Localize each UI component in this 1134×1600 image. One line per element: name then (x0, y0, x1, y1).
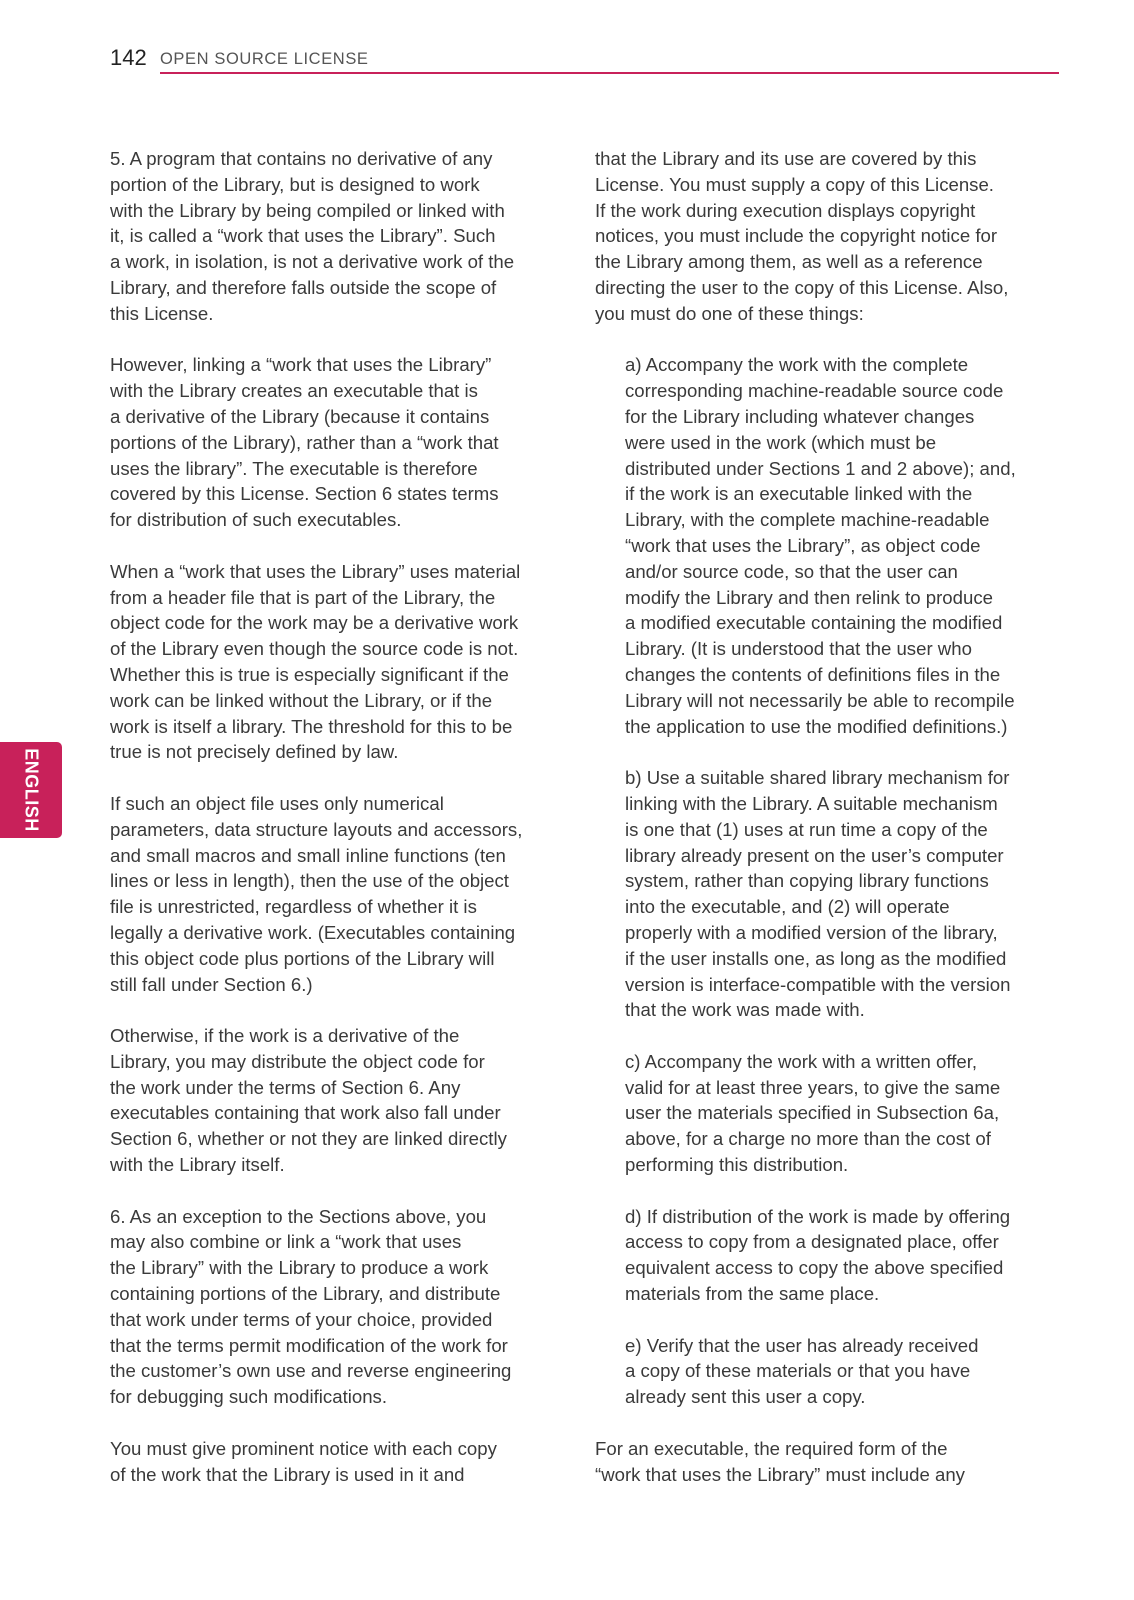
page-number: 142 (110, 45, 147, 70)
text-line: 5. A program that contains no derivative of any (110, 148, 493, 169)
text-line: When a “work that uses the Library” uses material (110, 560, 521, 582)
text-line: a work, in isolation, is not a derivative work of the (110, 251, 515, 273)
text-line: system, rather than copying library functions (625, 870, 989, 892)
language-tab (0, 742, 62, 838)
text-line: of the Library even though the source code is not. (110, 638, 519, 660)
paragraph (625, 765, 1065, 1023)
text-line: License. You must supply a copy of this License. (595, 173, 994, 195)
paragraph (595, 1436, 1065, 1488)
text-line: for distribution of such executables. (110, 509, 402, 531)
text-line: You must give prominent notice with each copy (110, 1437, 497, 1459)
text-line: the application to use the modified definitions.) (625, 715, 1008, 737)
text-line: with the Library by being compiled or linked with (110, 199, 505, 221)
paragraph (625, 1204, 1065, 1307)
text-line: Section 6, whether or not they are linked directly (110, 1128, 507, 1150)
text-line: Library, and therefore falls outside the scope of (110, 276, 497, 298)
text-line: equivalent access to copy the above specified (625, 1257, 1004, 1279)
text-line: covered by this License. Section 6 states terms (110, 483, 499, 505)
paragraph (110, 1023, 570, 1178)
text-line: it, is called a “work that uses the Library”. Such (110, 225, 496, 247)
text-line: directing the user to the copy of this License. Also, (595, 276, 1009, 298)
text-line: from a header file that is part of the Library, the (110, 586, 496, 608)
text-line: For an executable, the required form of the (595, 1437, 948, 1459)
paragraph (625, 352, 1065, 739)
text-line: were used in the work (which must be (625, 431, 937, 453)
text-line: materials from the same place. (625, 1283, 880, 1305)
text-line: that the Library and its use are covered by this (595, 148, 977, 169)
text-line: “work that uses the Library” must include any (595, 1463, 965, 1485)
text-line: If such an object file uses only numerical (110, 792, 444, 814)
text-line: of the work that the Library is used in it and (110, 1463, 465, 1485)
text-line: Library. (It is understood that the user who (625, 638, 972, 660)
left-column (110, 146, 570, 1513)
text-line: legally a derivative work. (Executables containing (110, 921, 516, 943)
text-line: b) Use a suitable shared library mechanism for (625, 767, 1010, 789)
text-line: performing this distribution. (625, 1154, 849, 1176)
text-line: work can be linked without the Library, or if the (110, 689, 493, 711)
text-line: containing portions of the Library, and distribute (110, 1283, 501, 1305)
text-line: access to copy from a designated place, offer (625, 1231, 999, 1253)
text-line: “work that uses the Library”, as object code (625, 534, 981, 556)
text-line: that the terms permit modification of the work for (110, 1334, 508, 1356)
text-line: linking with the Library. A suitable mechanism (625, 792, 998, 814)
text-line: for the Library including whatever changes (625, 405, 975, 427)
text-line: d) If distribution of the work is made by offering (625, 1205, 1011, 1227)
header-divider (160, 72, 1059, 74)
paragraph (110, 559, 570, 765)
text-line: work is itself a library. The threshold for this to be (110, 715, 513, 737)
text-line: the customer’s own use and reverse engineering (110, 1360, 512, 1382)
text-line: still fall under Section 6.) (110, 973, 313, 995)
text-line: changes the contents of definitions files in the (625, 663, 1001, 685)
language-tab-label: ENGLISH (21, 748, 42, 832)
text-line: this License. (110, 302, 214, 324)
text-line: object code for the work may be a derivative work (110, 612, 519, 634)
text-line: corresponding machine-readable source code (625, 380, 1004, 402)
paragraph (595, 146, 1065, 327)
text-line: may also combine or link a “work that uses (110, 1231, 462, 1253)
paragraph (110, 791, 570, 997)
text-line: 6. As an exception to the Sections above, you (110, 1205, 487, 1227)
section-title: OPEN SOURCE LICENSE (160, 50, 369, 68)
text-line: e) Verify that the user has already received (625, 1334, 979, 1356)
text-line: for debugging such modifications. (110, 1386, 388, 1408)
text-line: user the materials specified in Subsection 6a, (625, 1102, 1000, 1124)
text-line: the Library” with the Library to produce a work (110, 1257, 489, 1279)
text-line: with the Library itself. (110, 1154, 285, 1176)
text-line: the Library among them, as well as a reference (595, 251, 983, 273)
text-line: if the work is an executable linked with the (625, 483, 973, 505)
text-line: If the work during execution displays copyright (595, 199, 976, 221)
text-line: Library, with the complete machine-readable (625, 509, 990, 531)
text-line: lines or less in length), then the use of the object (110, 870, 509, 892)
text-line: Otherwise, if the work is a derivative of the (110, 1025, 460, 1047)
paragraph (110, 1204, 570, 1410)
text-line: c) Accompany the work with a written offer, (625, 1050, 978, 1072)
text-line: portion of the Library, but is designed to work (110, 173, 480, 195)
paragraph (110, 146, 570, 327)
text-line: version is interface-compatible with the version (625, 973, 1011, 995)
text-line: that work under terms of your choice, provided (110, 1308, 493, 1330)
text-line: you must do one of these things: (595, 302, 864, 324)
text-line: modify the Library and then relink to produce (625, 586, 993, 608)
text-line: However, linking a “work that uses the Library” (110, 354, 492, 376)
text-line: a derivative of the Library (because it contains (110, 405, 490, 427)
right-column (595, 146, 1065, 1513)
text-line: this object code plus portions of the Library will (110, 947, 495, 969)
text-line: notices, you must include the copyright notice for (595, 225, 998, 247)
paragraph (625, 1333, 1065, 1410)
text-line: properly with a modified version of the library, (625, 921, 998, 943)
text-line: Whether this is true is especially significant if the (110, 663, 509, 685)
text-line: already sent this user a copy. (625, 1386, 866, 1408)
text-line: true is not precisely defined by law. (110, 741, 399, 763)
text-line: uses the library”. The executable is therefore (110, 457, 478, 479)
paragraph (110, 352, 570, 533)
text-line: distributed under Sections 1 and 2 above); and, (625, 457, 1016, 479)
text-line: library already present on the user’s computer (625, 844, 1004, 866)
text-line: portions of the Library), rather than a “work that (110, 431, 499, 453)
text-line: valid for at least three years, to give the same (625, 1076, 1001, 1098)
text-line: that the work was made with. (625, 999, 865, 1021)
paragraph (625, 1049, 1065, 1178)
text-line: is one that (1) uses at run time a copy of the (625, 818, 988, 840)
text-line: above, for a charge no more than the cost of (625, 1128, 991, 1150)
text-line: executables containing that work also fall under (110, 1102, 501, 1124)
text-line: and/or source code, so that the user can (625, 560, 958, 582)
text-line: parameters, data structure layouts and accessors, (110, 818, 523, 840)
text-line: a copy of these materials or that you have (625, 1360, 971, 1382)
text-line: with the Library creates an executable that is (110, 380, 478, 402)
text-line: a modified executable containing the modified (625, 612, 1003, 634)
text-line: into the executable, and (2) will operate (625, 896, 950, 918)
paragraph (110, 1436, 570, 1488)
text-line: the work under the terms of Section 6. Any (110, 1076, 461, 1098)
text-line: Library will not necessarily be able to recompile (625, 689, 1015, 711)
text-line: if the user installs one, as long as the modified (625, 947, 1007, 969)
text-line: and small macros and small inline functions (ten (110, 844, 506, 866)
text-line: file is unrestricted, regardless of whether it is (110, 896, 477, 918)
text-line: Library, you may distribute the object code for (110, 1050, 485, 1072)
text-line: a) Accompany the work with the complete (625, 354, 969, 376)
